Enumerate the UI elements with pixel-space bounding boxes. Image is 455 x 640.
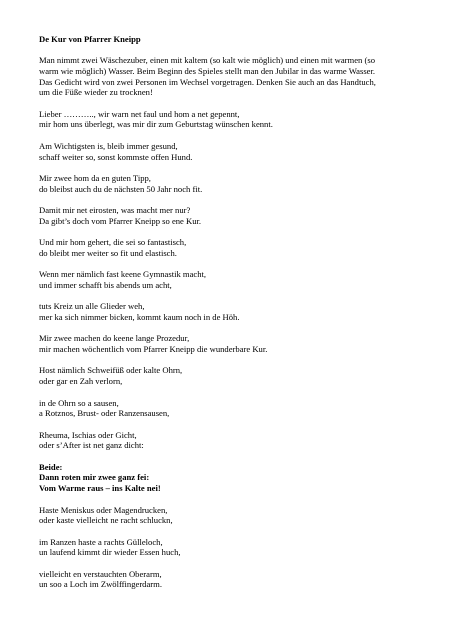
text-line: und immer schafft bis abends um acht, [39, 279, 172, 290]
text-line: tuts Kreiz un alle Glieder weh, [39, 301, 145, 312]
text-line: Host nämlich Schweifüß oder kalte Ohrn, [39, 365, 183, 376]
text-line: Vom Warme raus – ins Kalte nei! [39, 483, 161, 494]
stanza [39, 505, 419, 526]
text-line: Rheuma, Ischias oder Gicht, [39, 429, 137, 440]
text-line: Beide: [39, 461, 63, 472]
stanza [39, 569, 419, 590]
text-line: Am Wichtigsten is, bleib immer gesund, [39, 140, 178, 151]
document-title: De Kur von Pfarrer Kneipp [39, 34, 141, 44]
text-line: Da gibt’s doch vom Pfarrer Kneipp so ene Kur. [39, 215, 202, 226]
text-line: un soo a Loch im Zwölffingerdarm. [39, 579, 162, 590]
text-line: in de Ohrn so a sausen, [39, 397, 119, 408]
stanza [39, 205, 419, 226]
text-line: Lieber ……….., wir warn net faul und hom a net gepennt, [39, 108, 240, 119]
stanza [39, 237, 419, 258]
stanza [39, 398, 419, 419]
text-line: mir machen wöchentlich vom Pfarrer Kneipp die wunderbare Kur. [39, 344, 268, 355]
text-line: um die Füße wieder zu trocknen! [39, 87, 153, 98]
text-line: warm wie möglich) Wasser. Beim Beginn des Spieles stellt man den Jubilar in das warme Wasser. [39, 65, 376, 76]
stanza [39, 269, 419, 290]
text-line: mir hom uns überlegt, was mir dir zum Geburtstag wünschen kennt. [39, 119, 273, 130]
text-line: schaff weiter so, sonst kommste offen Hund. [39, 151, 193, 162]
stanza [39, 365, 419, 386]
text-line: Damit mir net eirosten, was macht mer nur? [39, 204, 191, 215]
text-line: oder s’After ist net ganz dicht: [39, 440, 144, 451]
text-line: Mir zwee hom da en guten Tipp, [39, 172, 151, 183]
intro-paragraph [39, 55, 419, 98]
text-line: Und mir hom gehert, die sei so fantastisch, [39, 237, 187, 248]
stanza [39, 109, 419, 130]
text-line: oder kaste vielleicht ne racht schluckn, [39, 515, 173, 526]
text-line: Haste Meniskus oder Magendrucken, [39, 504, 168, 515]
stanza [39, 537, 419, 558]
text-line: Das Gedicht wird von zwei Personen im Wechsel vorgetragen. Denken Sie auch an das Handtuch, [39, 76, 376, 87]
text-line: un laufend kimmt dir wieder Essen huch, [39, 547, 181, 558]
stanza [39, 462, 419, 494]
text-line: mer ka sich nimmer bicken, kommt kaum noch in de Höh. [39, 311, 240, 322]
text-line: oder gar en Zah verlorn, [39, 376, 123, 387]
stanza [39, 141, 419, 162]
text-line: im Ranzen haste a rachts Gülleloch, [39, 536, 163, 547]
text-line: a Rotznos, Brust- oder Ranzensausen, [39, 408, 170, 419]
text-line: vielleicht en verstauchten Oberarm, [39, 568, 162, 579]
text-line: do bleibst auch du de nächsten 50 Jahr noch fit. [39, 183, 203, 194]
poem-body [39, 55, 419, 590]
text-line: do bleibt mer weiter so fit und elastisch. [39, 247, 177, 258]
stanza [39, 301, 419, 322]
stanza [39, 173, 419, 194]
text-line: Wenn mer nämlich fast keene Gymnastik macht, [39, 269, 207, 280]
stanza [39, 430, 419, 451]
text-line: Mir zwee machen do keene lange Prozedur, [39, 333, 190, 344]
text-line: Man nimmt zwei Wäschezuber, einen mit kaltem (so kalt wie möglich) und einen mit warmen (so [39, 55, 375, 66]
text-line: Dann roten mir zwee ganz fei: [39, 472, 150, 483]
stanza [39, 333, 419, 354]
